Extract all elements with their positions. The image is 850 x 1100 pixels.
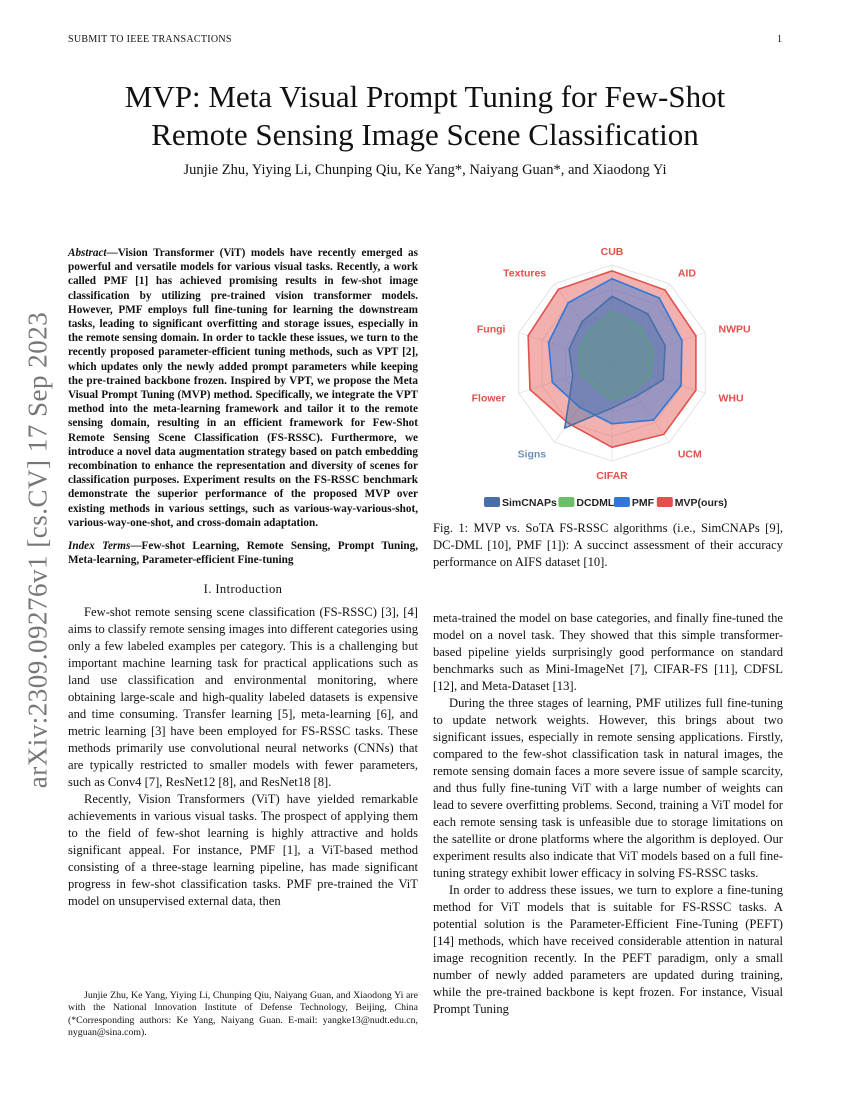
radar-axis-label: Flower [471, 392, 506, 405]
intro-paragraph-1: Few-shot remote sensing scene classification (FS-RSSC) [3], [4] aims to classify remote sensing images into different categories using only a few labeled examples per category. This is a challenging but important machine learning task for practical applications such as land use classification and environmental monitoring, where obtaining large-scale and high-quality labeled datasets is expensive and time consuming. Transfer learning [5], meta-learning [6], and metric learning [3] have been employed for FS-RSSC tasks. These methods primarily use convolutional neural networks (CNNs) that are typically restricted to smaller models with fewer parameters, such as Conv4 [7], ResNet12 [8], and ResNet18 [8]. [68, 605, 418, 790]
section-heading: I. Introduction [203, 582, 283, 597]
radar-axis-label: Textures [503, 267, 547, 280]
intro-paragraph-2: Recently, Vision Transformers (ViT) have yielded remarkable achievements in various visual tasks. The prospect of applying them to the field of few-shot learning is highly attractive and holds significant appeal. For instance, PMF [1], a ViT-based method consisting of a three-stage learning pipeline, has made significant progress in few-shot classification tasks. PMF pre-trained the ViT model on unsupervised external data, then [68, 792, 418, 909]
radar-axis-label: CIFAR [596, 470, 628, 482]
footnote: Junjie Zhu, Ke Yang, Yiying Li, Chunping Qiu, Naiyang Guan, and Xiaodong Yi are with the National Innovation Institute of Defense Technology, Beijing, China (*Corresponding authors: Ke Yang, Naiyang Guan. E-mail: yangke13@nudt.edu.cn, nyguan@sina.com). [68, 990, 418, 1039]
running-head: SUBMIT TO IEEE TRANSACTIONS [68, 34, 232, 45]
radar-axis-label: WHU [718, 392, 744, 405]
abstract-text: —Vision Transformer (ViT) models have recently emerged as powerful and versatile models for various visual tasks. Recently, a work called PMF [1] has achieved promising results in few-shot image classification by utilizing pre-trained vision transformer models. However, PMF employs full fine-tuning for learning the downstream tasks, leading to significant overfitting and storage issues, especially in the remote sensing domain. In order to tackle these issues, we turn to the recently proposed parameter-efficient tuning methods, such as VPT [2], which updates only the newly added prompt parameters while keeping the pre-trained backbone frozen. Inspired by VPT, we propose the Meta Visual Prompt Tuning (MVP) method. Specifically, we integrate the VPT method into the meta-learning framework and tailor it to the remote sensing domain, resulting in an efficient framework for Few-Shot Remote Sensing Scene Classification (FS-RSSC). Furthermore, we introduce a novel data augmentation strategy based on patch embedding recombination to enhance the representation and diversity of scenes for classification purposes. Experiment results on the FS-RSSC benchmark demonstrate the superior performance of the proposed MVP over existing methods in various settings, such as various-way-various-shot, various-way-one-shot, and cross-domain adaptation. [68, 247, 418, 529]
arxiv-stamp-text: arXiv:2309.09276v1 [cs.CV] 17 Sep 2023 [22, 311, 53, 789]
figure-caption: Fig. 1: MVP vs. SoTA FS-RSSC algorithms (i.e., SimCNAPs [9], DC-DML [10], PMF [1]): A succinct assessment of their accuracy performance on AIFS dataset [10]. [433, 521, 783, 569]
legend-label: MVP(ours) [674, 497, 728, 509]
abstract [68, 246, 418, 530]
legend-label: SimCNAPs [502, 497, 557, 509]
index-terms-text: —Few-shot Learning, Remote Sensing, Prompt Tuning, Meta-learning, Parameter-efficient Fine-tuning [68, 540, 418, 567]
right-paragraph-3: In order to address these issues, we turn to explore a fine-tuning method for ViT models that is suitable for FS-RSSC tasks. A potential solution is the Parameter-Efficient Fine-Tuning (PEFT) [14] methods, which have received considerable attention in natural image recognition recently. In the PEFT paradigm, only a small number of newly added parameters are updated during training, while the pre-trained backbone is kept frozen. For instance, Visual Prompt Tuning [433, 883, 783, 1016]
right-paragraph-1: meta-trained the model on base categories, and finally fine-tuned the model on a novel task. They showed that this simple transformer-based pipeline yields surprisingly good performance on standard benchmarks such as Mini-ImageNet [7], CIFAR-FS [11], CDFSL [12], and Meta-Dataset [13]. [433, 611, 783, 693]
page-number: 1 [777, 34, 782, 45]
right-column [433, 610, 783, 1018]
radar-chart [440, 238, 800, 518]
right-paragraph-2: During the three stages of learning, PMF utilizes full fine-tuning to update network weights. However, this brings about two significant issues, especially in remote sensing applications. Firstly, compared to the few-shot classification task in natural images, the remote sensing domain faces a more severe issue of sample scarcity, and thus fully fine-tuning ViT with a large number of weights can lead to severe overfitting problems. Second, training a ViT model for each remote sensing task is unfeasible due to storage limitations on the satellite or drone platforms where the algorithm is deployed. Our experiment results also indicate that ViT models based on a full fine-tuning strategy exhibit lower efficacy in solving FS-RSSC tasks. [433, 696, 783, 880]
radar-legend [484, 497, 727, 509]
legend-swatch [558, 497, 574, 507]
title-line-2: Remote Sensing Image Scene Classification [151, 117, 699, 152]
radar-axis-label: Signs [517, 448, 547, 461]
abstract-label: Abstract [68, 247, 107, 259]
index-terms-label: Index Terms [68, 540, 131, 553]
radar-figure [440, 238, 800, 518]
radar-axis-label: UCM [677, 448, 702, 461]
legend-swatch [657, 497, 673, 507]
legend-label: DCDML [576, 497, 615, 509]
radar-axis-label: Fungi [476, 323, 506, 336]
title-line-1: MVP: Meta Visual Prompt Tuning for Few-Shot [124, 79, 726, 114]
legend-label: PMF [631, 497, 655, 509]
legend-swatch [614, 497, 630, 507]
author-list: Junjie Zhu, Yiying Li, Chunping Qiu, Ke Yang*, Naiyang Guan*, and Xiaodong Yi [183, 162, 667, 178]
radar-axis-label: CUB [600, 246, 624, 258]
radar-axis-label: NWPU [718, 323, 751, 336]
radar-axis-label: AID [677, 267, 696, 280]
radar-series [528, 271, 696, 447]
index-terms [68, 539, 418, 567]
paper-title [60, 78, 790, 154]
legend-swatch [484, 497, 500, 507]
left-column [68, 246, 418, 910]
arxiv-stamp [18, 300, 58, 800]
